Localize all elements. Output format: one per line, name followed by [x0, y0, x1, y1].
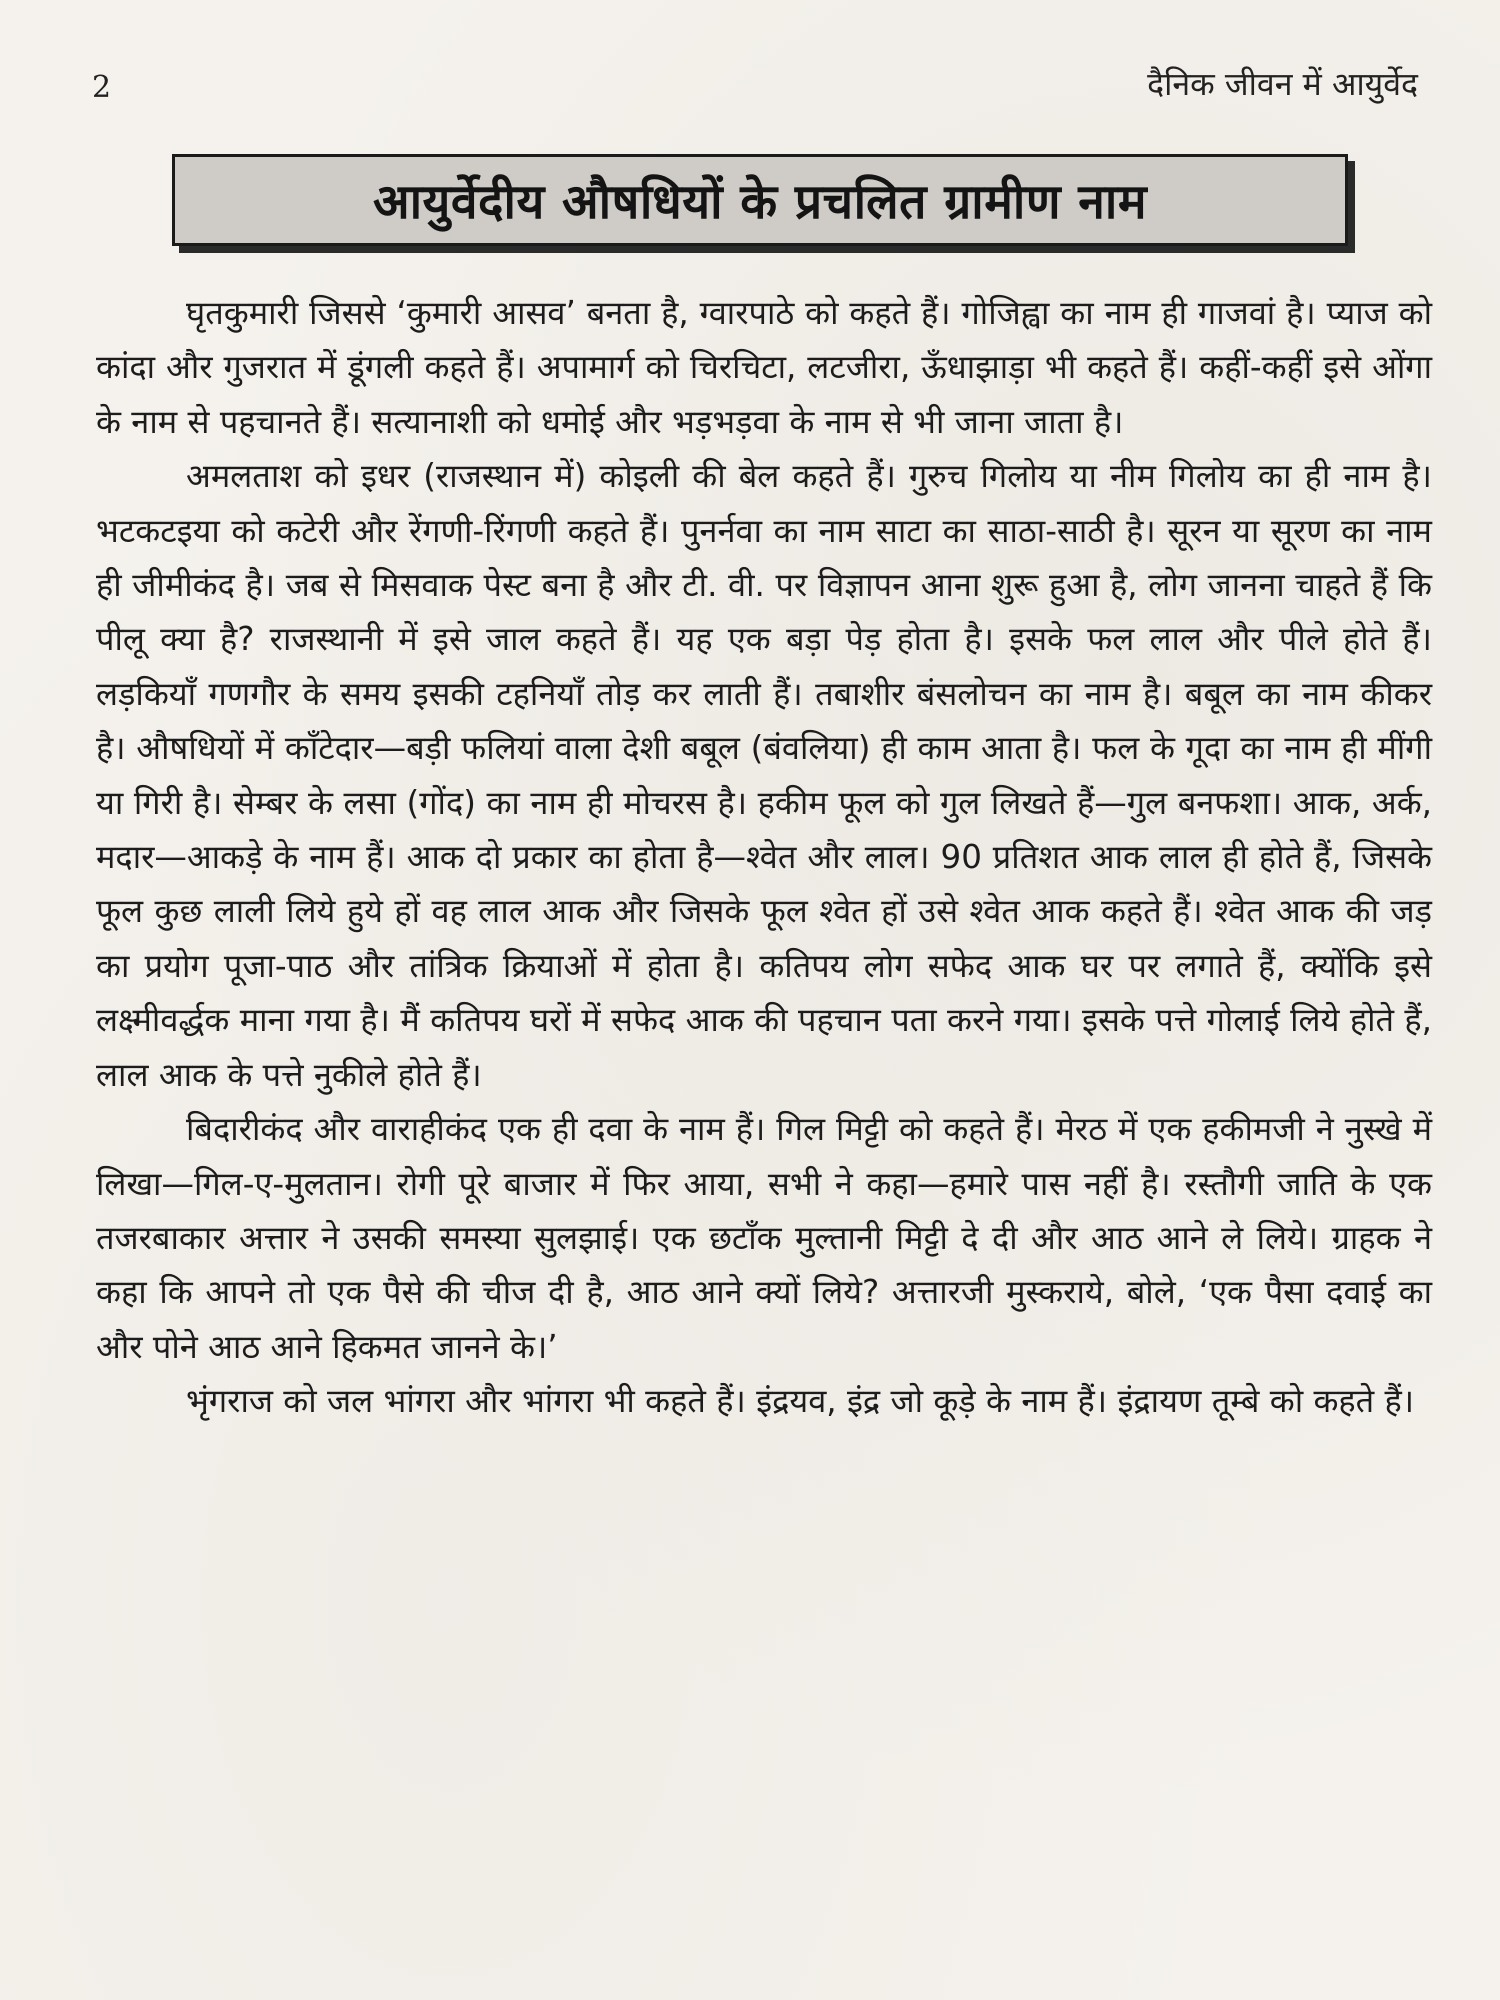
body-text — [96, 286, 1432, 1429]
page-number: 2 — [92, 70, 112, 105]
chapter-title: आयुर्वेदीय औषधियों के प्रचलित ग्रामीण नाम — [372, 173, 1148, 230]
running-header: दैनिक जीवन में आयुर्वेद — [1147, 65, 1418, 103]
chapter-title-box — [172, 154, 1348, 246]
paragraph-2: अमलताश को इधर (राजस्थान में) कोइली की बेल कहते हैं। गुरुच गिलोय या नीम गिलोय का ही नाम है। भटकटइया को कटेरी और रेंगणी-रिंगणी कहते हैं। पुनर्नवा का नाम साटा का साठा-साठी है। सूरन या सूरण का नाम ही जीमीकंद है। जब से मिसवाक पेस्ट बना है और टी. वी. पर विज्ञापन आना शुरू हुआ है, लोग जानना चाहते हैं कि पीलू क्या है? राजस्थानी में इसे जाल कहते हैं। यह एक बड़ा पेड़ होता है। इसके फल लाल और पीले होते हैं। लड़कियाँ गणगौर के समय इसकी टहनियाँ तोड़ कर लाती हैं। तबाशीर बंसलोचन का नाम है। बबूल का नाम कीकर है। औषधियों में काँटेदार—बड़ी फलियां वाला देशी बबूल (बंवलिया) ही काम आता है। फल के गूदा का नाम ही मींगी या गिरी है। सेम्बर के लसा (गोंद) का नाम ही मोचरस है। हकीम फूल को गुल लिखते हैं—गुल बनफशा। आक, अर्क, मदार—आकड़े के नाम हैं। आक दो प्रकार का होता है—श्वेत और लाल। 90 प्रतिशत आक लाल ही होते हैं, जिसके फूल कुछ लाली लिये हुये हों वह लाल आक और जिसके फूल श्वेत हों उसे श्वेत आक कहते हैं। श्वेत आक की जड़ का प्रयोग पूजा-पाठ और तांत्रिक क्रियाओं में होता है। कतिपय लोग सफेद आक घर पर लगाते हैं, क्योंकि इसे लक्ष्मीवर्द्धक माना गया है। मैं कतिपय घरों में सफेद आक की पहचान पता करने गया। इसके पत्ते गोलाई लिये होते हैं, लाल आक के पत्ते नुकीले होते हैं। — [96, 457, 1432, 1094]
paragraph-3: बिदारीकंद और वाराहीकंद एक ही दवा के नाम हैं। गिल मिट्टी को कहते हैं। मेरठ में एक हकीमजी ने नुस्खे में लिखा—गिल-ए-मुलतान। रोगी पूरे बाजार में फिर आया, सभी ने कहा—हमारे पास नहीं है। रस्तौगी जाति के एक तजरबाकार अत्तार ने उसकी समस्या सुलझाई। एक छटाँक मुल्तानी मिट्टी दे दी और आठ आने ले लिये। ग्राहक ने कहा कि आपने तो एक पैसे की चीज दी है, आठ आने क्यों लिये? अत्तारजी मुस्कराये, बोले, ‘एक पैसा दवाई का और पोने आठ आने हिकमत जानने के।’ — [96, 1110, 1432, 1366]
paragraph-1: घृतकुमारी जिससे ‘कुमारी आसव’ बनता है, ग्वारपाठे को कहते हैं। गोजिह्वा का नाम ही गाजवां है। प्याज को कांदा और गुजरात में डूंगली कहते हैं। अपामार्ग को चिरचिटा, लटजीरा, ऊँधाझाड़ा भी कहते हैं। कहीं-कहीं इसे ओंगा के नाम से पहचानते हैं। सत्यानाशी को धमोई और भड़भड़वा के नाम से भी जाना जाता है। — [96, 294, 1432, 441]
paragraph-4: भृंगराज को जल भांगरा और भांगरा भी कहते हैं। इंद्रयव, इंद्र जो कूड़े के नाम हैं। इंद्रायण तूम्बे को कहते हैं। — [186, 1382, 1415, 1421]
